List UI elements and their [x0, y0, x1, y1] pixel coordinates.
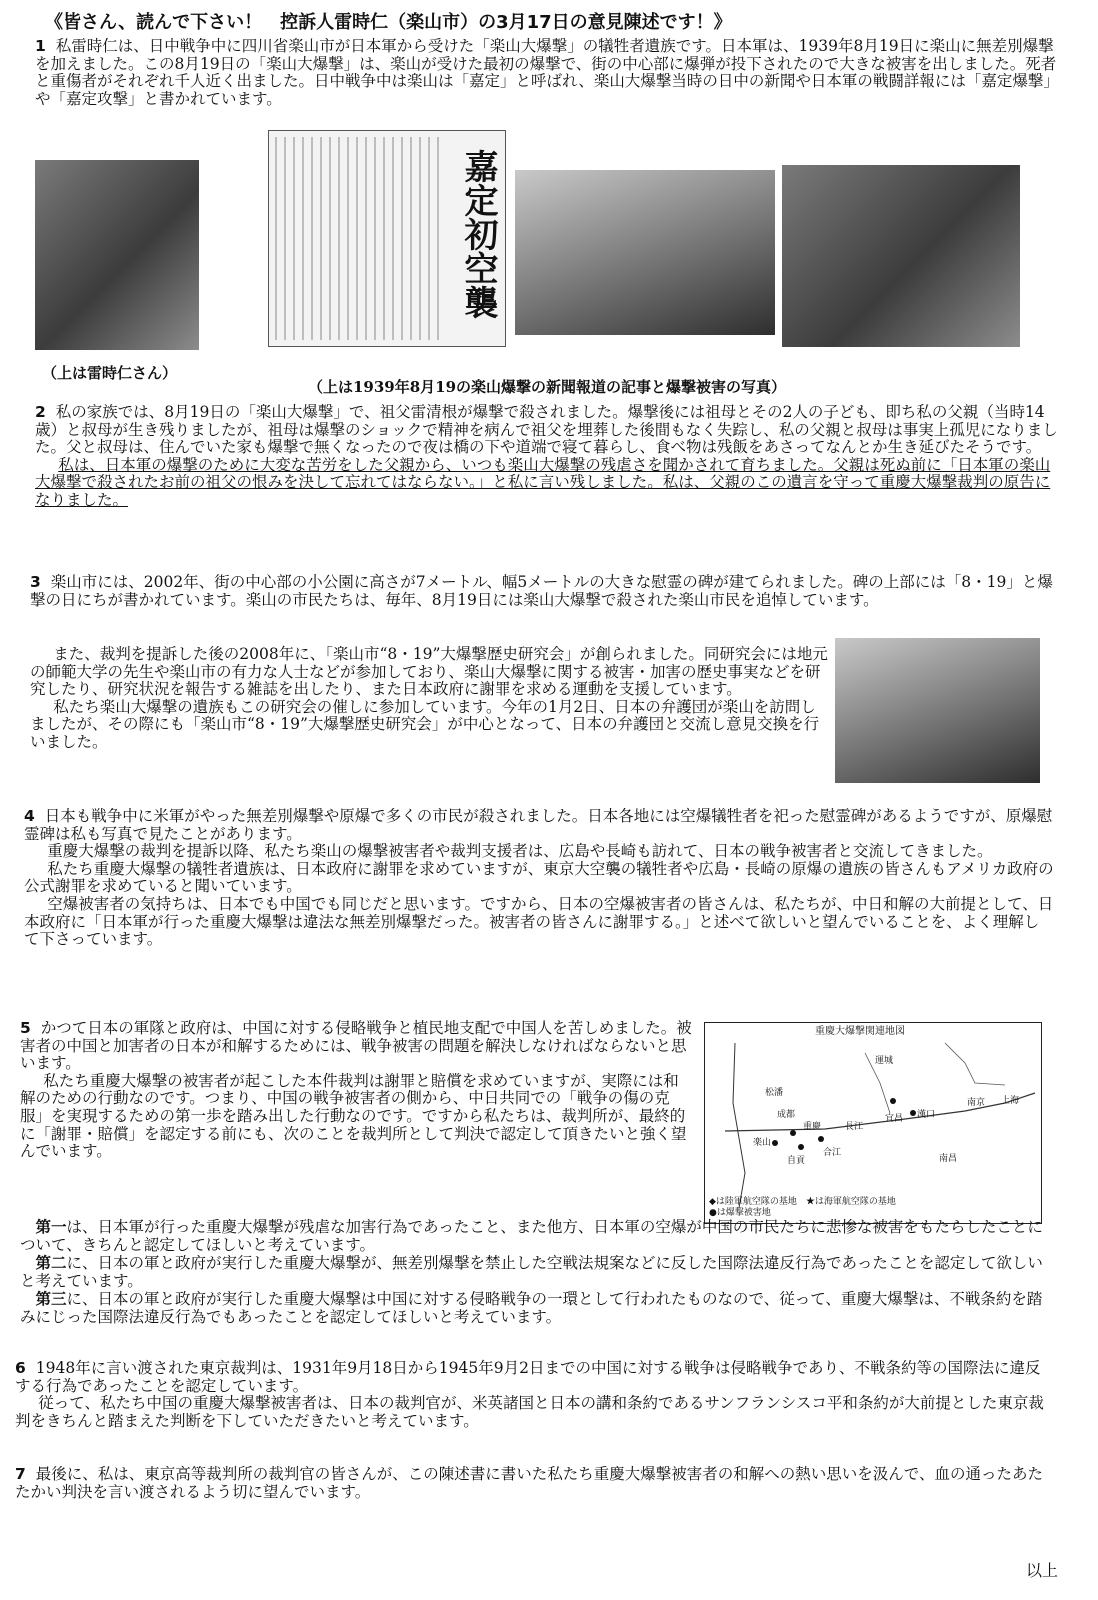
map-label: 南京: [967, 1098, 986, 1108]
map-label: 宜昌: [885, 1114, 904, 1124]
bombing-map: [704, 1022, 1042, 1224]
item-text: に、日本の軍と政府が実行した重慶大爆撃は中国に対する侵略戦争の一環として行われたものなので、従って、重慶大爆撃は、不戦条約を踏みにじった国際法違反行為でもあったことを認定してほしいと考えています。: [20, 1290, 1043, 1326]
map-legend: [709, 1197, 896, 1219]
section-text: 重慶大爆撃の裁判を提訴以降、私たち楽山の爆撃被害者や裁判支援者は、広島や長崎も訪れて、日本の戦争被害者と交流してきました。: [47, 842, 993, 861]
page-title: 《皆さん、読んで下さい！ 控訴人雷時仁（楽山市）の3月17日の意見陳述です！》: [45, 12, 732, 33]
section-5: [20, 1020, 692, 1161]
map-label: 重慶: [803, 1122, 822, 1132]
section-text: 私たち重慶大爆撃の被害者が起こした本件裁判は謝罪と賠償を求めていますが、実際には和解のための行動なのです。つまり、中国の戦争被害者の側から、中日共同での「戦争の傷の克服」を実現するための第一歩を踏み出した行動なのです。ですから私たちは、裁判所が、最終的に「謝罪・賠償」を認定する前にも、次のことを裁判所として判決で認定して頂きたいと強く望んでいます。: [20, 1071, 687, 1161]
map-legend-line: ◆は陸軍航空隊の基地 ★は海軍航空隊の基地: [709, 1197, 896, 1207]
section-number: 6: [15, 1359, 26, 1377]
map-label: 楽山: [753, 1138, 772, 1148]
map-label: 南昌: [939, 1154, 958, 1164]
section-text: 私の家族では、8月19日の「楽山大爆撃」で、祖父雷清根が爆撃で殺されました。爆撃後には祖母とその2人の子ども、即ち私の父親（当時14歳）と叔母が生き残りましたが、祖母は爆撃のショックで精神を病んで祖父を埋葬した後間もなく失踪し、私の父親と叔母は事実上孤児になりました。父と叔母は、住んでいた家も爆撃で無くなったので夜は橋の下や道端で寝て暮らし、食べ物は残飯をあさってなんとか生き延びたそうです。: [35, 403, 1058, 457]
section-text: また、裁判を提訴した後の2008年に、「楽山市“8・19”大爆撃歴史研究会」が創られました。同研究会には地元の師範大学の先生や楽山市の有力な人士などが参加しており、楽山大爆撃に関する被害・加害の歴史事実などを研究したり、研究状況を報告する雑誌を出したり、また日本政府に謝罪を求める運動を支援しています。: [30, 645, 828, 699]
map-label: 自貢: [787, 1156, 806, 1166]
section-text: 私たち楽山大爆撃の遺族もこの研究会の催しに参加しています。今年の1月2日、日本の弁護団が楽山を訪問しましたが、その際にも「楽山市“8・19”大爆撃歴史研究会」が中心となって、日本の弁護団と交流し意見交換を行いました。: [30, 697, 820, 751]
map-label: 長江: [845, 1122, 864, 1132]
map-label: 運城: [875, 1056, 894, 1066]
newspaper-headline: 嘉定初空襲: [458, 149, 498, 319]
section-2: [35, 404, 1065, 510]
section-3: [30, 574, 1060, 609]
section-text: 最後に、私は、東京高等裁判所の裁判官の皆さんが、この陳述書に書いた私たち重慶大爆撃被害者の和解への熱い思いを汲んで、血の通ったあたたかい判決を言い渡されるよう切に望んでいます。: [15, 1465, 1043, 1501]
item-label: 第一: [35, 1217, 67, 1236]
map-label: 漢口: [917, 1110, 936, 1120]
section-text: 従って、私たち中国の重慶大爆撃被害者は、日本の裁判官が、米英諸国と日本の講和条約であるサンフランシスコ平和条約が大前提とした東京裁判をきちんと踏まえた判断を下していただきたいと考えています。: [15, 1394, 1044, 1430]
section-number: 3: [30, 573, 41, 591]
section-7: [15, 1466, 1045, 1501]
newspaper-clipping: [268, 130, 506, 347]
map-lines: [705, 1023, 1041, 1223]
section-3b: [30, 646, 830, 752]
section-text: 私雷時仁は、日中戦争中に四川省楽山市が日本軍から受けた「楽山大爆撃」の犠牲者遺族です。日本軍は、1939年8月19日に楽山に無差別爆撃を加えました。この8月19日の「楽山大爆撃」は、楽山が受けた最初の爆撃で、街の中心部に爆弾が投下されたので大きな被害を出しました。死者と重傷者がそれぞれ千人近く出ました。日中戦争中は楽山は「嘉定」と呼ばれ、楽山大爆撃当時の日中の新聞や日本軍の戦闘詳報には「嘉定爆撃」や「嘉定攻撃」と書かれています。: [35, 37, 1059, 108]
newspaper-text-lines: [275, 137, 445, 340]
closing-mark: 以上: [1025, 1561, 1058, 1580]
section-4: [24, 808, 1054, 949]
photo-caption-1: （上は雷時仁さん）: [42, 364, 178, 382]
map-label: 松潘: [765, 1088, 784, 1098]
section-text: 楽山市には、2002年、街の中心部の小公園に高さが7メートル、幅5メートルの大きな慰霊の碑が建てられました。碑の上部には「8・19」と爆撃の日にちが書かれています。楽山の市民たちは、毎年、8月19日には楽山大爆撃で殺された楽山市民を追悼しています。: [30, 573, 1053, 609]
item-label: 第三: [35, 1289, 67, 1309]
item-text: に、日本の軍と政府が実行した重慶大爆撃が、無差別爆撃を禁止した空戦法規案などに反した国際法違反行為であったことを認定して欲しいと考えています。: [20, 1254, 1043, 1290]
section-text: 私は、日本軍の爆撃のために大変な苦労をした父親から、いつも楽山大爆撃の残虐さを聞かされて育ちました。父親は死ぬ前に「日本軍の楽山大爆撃で殺されたお前の祖父の恨みを決して忘れてはならない。」と私に言い残しました。私は、父親のこの遺言を守って重慶大爆撃裁判の原告になりました。: [35, 455, 1051, 509]
map-title: 重慶大爆撃関連地図: [815, 1026, 905, 1037]
section-number: 1: [35, 37, 46, 55]
map-label: 合江: [823, 1148, 842, 1158]
section-number: 7: [15, 1465, 26, 1483]
section-text: 私たち重慶大爆撃の犠牲者遺族は、日本政府に謝罪を求めていますが、東京大空襲の犠牲者や広島・長崎の原爆の遺族の皆さんもアメリカ政府の公式謝罪を求めていると聞いています。: [24, 859, 1054, 896]
photo-memorial-group: [835, 638, 1040, 783]
photo-caption-2: （上は1939年8月19の楽山爆撃の新聞報道の記事と爆撃被害の写真）: [308, 378, 787, 396]
section-text: 空爆被害者の気持ちは、日本でも中国でも同じだと思います。ですから、日本の空爆被害者の皆さんは、私たちが、中日和解の大前提として、日本政府に「日本軍が行った重慶大爆撃は違法な無差別爆撃だった。被害者の皆さんに謝罪する。」と述べて欲しいと望んでいることを、よく理解して下さっています。: [24, 894, 1054, 949]
item-text: は、日本軍が行った重慶大爆撃が残虐な加害行為であったこと、また他方、日本軍の空爆が中国の市民たちに悲惨な被害をもたらしたことについて、きちんと認定してほしいと考えています。: [20, 1218, 1043, 1254]
map-label: 上海: [1001, 1096, 1020, 1106]
item-label: 第二: [35, 1253, 67, 1273]
map-label: 成都: [777, 1110, 796, 1120]
section-number: 4: [24, 807, 35, 825]
section-text: 1948年に言い渡された東京裁判は、1931年9月18日から1945年9月2日までの中国に対する戦争は侵略戦争であり、不戦条約等の国際法に違反する行為であったことを認定しています。: [15, 1359, 1041, 1395]
section-1: [35, 38, 1065, 108]
photo-lei-shiren: [35, 160, 199, 350]
map-legend-line: ●は爆撃被害地: [709, 1208, 771, 1218]
section-number: 2: [35, 403, 46, 421]
section-5-items: [20, 1218, 1050, 1327]
section-6: [15, 1360, 1045, 1430]
section-text: かつて日本の軍隊と政府は、中国に対する侵略戦争と植民地支配で中国人を苦しめました。被害者の中国と加害者の日本が和解するためには、戦争被害の問題を解決しなければならないと思います。: [20, 1019, 692, 1073]
section-number: 5: [20, 1019, 31, 1037]
section-text: 日本も戦争中に米軍がやった無差別爆撃や原爆で多くの市民が殺されました。日本各地には空爆犠牲者を祀った慰霊碑があるようですが、原爆慰霊碑は私も写真で見たことがあります。: [24, 807, 1053, 843]
photo-bombing-smoke: [782, 165, 1020, 347]
photo-bombed-street: [515, 170, 775, 335]
